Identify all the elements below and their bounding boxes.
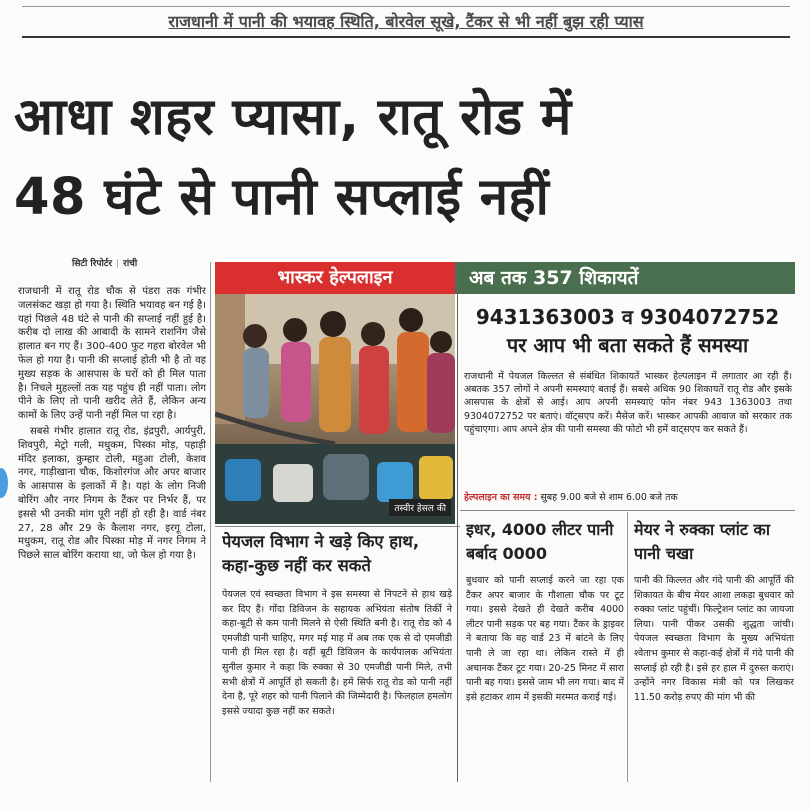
byline: सिटी रिपोर्टर | रांची: [72, 259, 138, 269]
kicker-headline: राजधानी में पानी की भयावह स्थिति, बोरवेल सूखे, टैंकर से भी नहीं बुझ रही प्यास: [22, 6, 790, 38]
left-paragraph-2: सबसे गंभीर हालात रातू रोड, इंद्रपुरी, आर्यपुरी, शिवपुरी, मेट्रो गली, मधुकम, पिस्का मोड़, पहाड़ी मंदिर इलाका, कुम्हार टोली, महुआ टोली, केशव नगर, गाड़ीखाना चौक, किशोरगंज और अपर बाजार के आसपास के इलाकों में है। यहां के लोग निजी बोरिंग और नगर निगम के टैंकर पर निर्भर हैं, पर इससे भी उनकी मांग पूरी नहीं हो रही है। वार्ड नंबर 27, 28 और 29 के कैलाश नगर, इरगू टोला, मधुकम, रातू रोड और पिस्का मोड़ में नगर निगम ने पिछले साल बोरिंग कराया था, जो फेल हो गया है।: [18, 425, 206, 562]
helpline-time-label: हेल्पलाइन का समय :: [464, 492, 538, 503]
news-photo: [215, 294, 455, 524]
column-divider: [627, 512, 628, 782]
main-headline: [14, 78, 796, 238]
left-paragraph-1: राजधानी में रातू रोड चौक से पंडरा तक गंभीर जलसंकट खड़ा हो गया है। स्थिति भयावह बन गई है। यहां पिछले 48 घंटे से पानी की सप्लाई नहीं हुई है। करीब दो लाख की आबादी के सामने राशनिंग जैसे हालात बन गए हैं। 300-400 फुट गहरा बोरवेल भी फेल हो गया है। पानी की सप्लाई होती भी है तो वह मुख्य सड़क के आसपास के घरों को ही मिल पाता है। निचले मुहल्लों तक यह पहुंच ही नहीं पाता। लोग पीने के लिए तो पानी खरीद लेते हैं, लेकिन अन्य कामों के लिए उन्हें पानी नहीं मिल पा रहा है।: [18, 286, 206, 422]
mayor-story-headline: मेयर ने रुक्का प्लांट का पानी चखा: [634, 520, 770, 563]
headline-line-2: 48 घंटे से पानी सप्लाई नहीं: [14, 168, 550, 227]
column-divider: [210, 262, 211, 782]
column-divider: [457, 262, 458, 782]
left-column-story: [18, 285, 206, 785]
photo-credit: तस्वीर हेसल की: [389, 499, 451, 516]
phone-numbers: 9431363003 व 9304072752: [475, 305, 780, 329]
side-marker: [0, 468, 8, 498]
reporter-name: सिटी रिपोर्टर: [72, 259, 113, 269]
headline-line-1: आधा शहर प्यासा, रातू रोड में: [14, 88, 572, 147]
helpline-time-value: सुबह 9.00 बजे से शाम 6.00 बजे तक: [540, 492, 678, 503]
helpline-cta: पर आप भी बता सकते हैं समस्या: [506, 333, 749, 357]
wastage-story-headline: इधर, 4000 लीटर पानी बर्बाद 0000: [466, 520, 614, 563]
section-divider: [460, 510, 795, 511]
department-story-body: पेयजल एवं स्वच्छता विभाग ने इस समस्या से निपटने से हाथ खड़े कर दिए हैं। गोंदा डिविजन के सहायक अभियंता संतोष तिर्की ने कहा-बूटी से कम पानी मिलने से ऐसी स्थिति बनी है। रातू रोड को 4 एमजीडी पानी चाहिए, मगर मई माह में अब तक एक से दो एमजीडी पानी ही मिल रहा है। वहीं बूटी डिविजन के कार्यपालक अभियंता सुनील कुमार ने कहा कि रुक्का से 30 एमजीडी पानी मिले, तभी सभी क्षेत्रों में आपूर्ति हो सकती है। हमें सिर्फ रातू रोड को पानी नहीं देना है, पूरे शहर को पानी पिलाने की जिम्मेदारी है। फिलहाल हमलोग इससे ज्यादा कुछ नहीं कर सकते।: [222, 589, 452, 717]
helpline-body: राजधानी में पेयजल किल्लत से संबंधित शिकायतें भास्कर हेल्पलाइन में लगातार आ रही हैं। अबतक 357 लोगों ने अपनी समस्याएं बताई हैं। सबसे अधिक 90 शिकायतें रातू रोड और इसके आसपास के क्षेत्रों से आई। आप अपनी समस्याएं फोन नंबर 943 1363003 तथा 9304072752 पर बताएं। वॉट्सएप करें। मैसेज करें। भास्कर आपकी आवाज को सरकार तक पहुंचाएगा। आप अपने क्षेत्र की पानी समस्या की फोटो भी हमें वाट्सएप कर सकते हैं।: [464, 371, 792, 435]
crowd-illustration: [215, 294, 455, 524]
complaints-count-tag: अब तक 357 शिकायतें: [455, 262, 795, 294]
section-divider: [215, 526, 460, 527]
department-story-headline: पेयजल विभाग ने खड़े किए हाथ, कहा-कुछ नहीं कर सकते: [222, 532, 420, 575]
wastage-story-body: बुधवार को पानी सप्लाई करने जा रहा एक टैंकर अपर बाजार के गौशाला चौक पर टूट गया। इससे देखते ही देखते करीब 4000 लीटर पानी सड़क पर बह गया। टैंकर के ड्राइवर ने बताया कि वह वार्ड 23 में बांटने के लिए पानी ले जा रहा था। लेकिन रास्ते में ही अचानक टैंकर टूट गया। 20-25 मिनट में सारा पानी बह गया। इससे जाम भी लग गया। बाद में इसे हटाकर शाम में इसकी मरम्मत कराई गई।: [466, 575, 624, 703]
dateline-place: रांची: [123, 259, 138, 269]
mayor-story-body: पानी की किल्लत और गंदे पानी की आपूर्ति की शिकायत के बीच मेयर आशा लकड़ा बुधवार को रुक्का प्लांट पहुंचीं। फिल्ट्रेशन प्लांट का जायजा लिया। पानी पीकर उसकी शुद्धता जांची। पेयजल स्वच्छता विभाग के मुख्य अभियंता श्वेताभ कुमार से कहा-कई क्षेत्रों में गंदे पानी की सप्लाई हो रही है। इसे हर हाल में दुरुस्त कराएं। उन्होंने नगर विकास मंत्री को पत्र लिखकर 11.50 करोड़ रुपए की मांग भी की: [634, 575, 794, 703]
helpline-tag: भास्कर हेल्पलाइन: [215, 262, 455, 294]
helpline-timing: [464, 490, 794, 506]
helpline-numbers: [460, 303, 795, 359]
